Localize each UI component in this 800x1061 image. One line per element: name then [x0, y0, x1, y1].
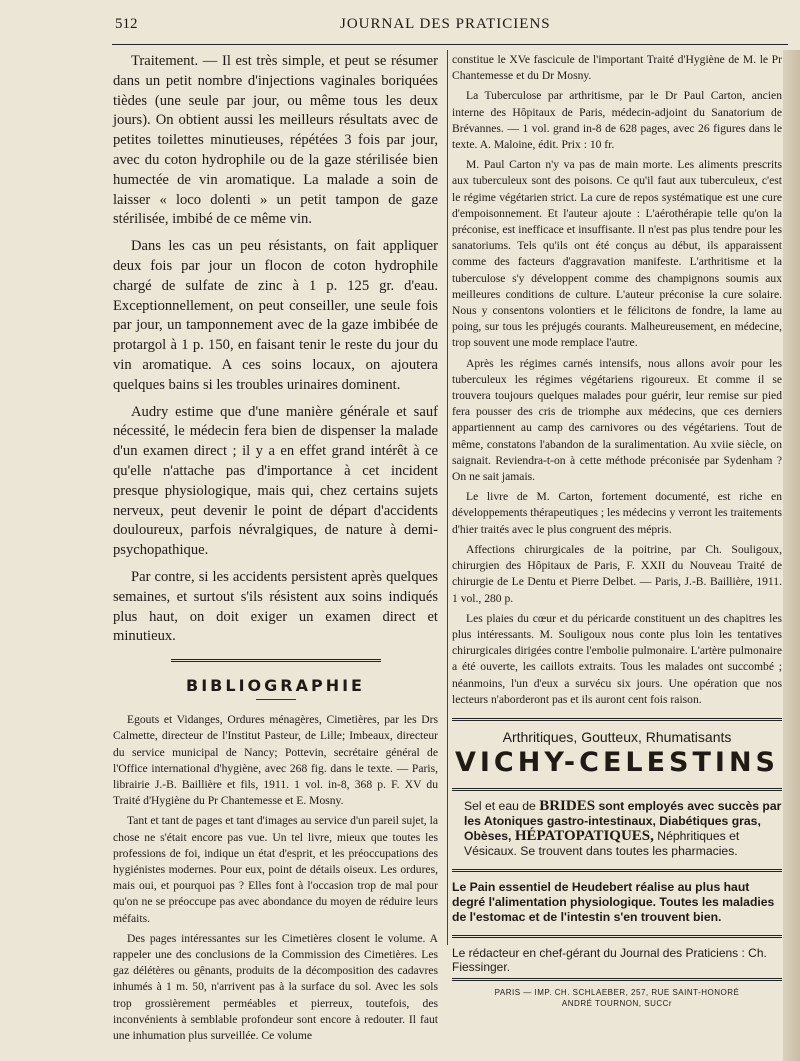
bib-entry-affections: Affections chirurgicales de la poitrine, par Ch. Souligoux, chirurgien des Hôpitaux de Paris, F. XXII du Nouveau Traité de chirurgie de Le Dentu et Pierre Delbet. — Paris, J.-B. Baillière, 1911. 1 vol., 280 p.: [452, 542, 782, 605]
brides-text-1: Sel et eau de: [464, 798, 536, 813]
ad-rule-3: [452, 869, 782, 872]
brides-brand: BRIDES: [539, 797, 596, 814]
brides-text-2: sont employés avec succès par les Atoniques gastro-intestinaux, Diabétiques gras, Obèses,: [464, 798, 782, 843]
bib-review-egouts-end: constitue le XVe fascicule de l'important Traité d'Hygiène de M. le Pr Chantemesse et du Dr Mosny.: [452, 53, 782, 83]
bibliographie-heading: BIBLIOGRAPHIE: [186, 676, 365, 696]
right-column: [452, 52, 782, 1009]
brides-hepato: HÉPATOPATIQUES,: [514, 827, 654, 844]
advertisement-vichy: [452, 729, 782, 778]
bib-review-tuberculose-2: Après les régimes carnés intensifs, nous allons avoir pour les tuberculeux les régimes végétariens rigoureux. Et comme il se trouvera toujours quelques malades pour guérir, leur remise sur pied fera pousser des cris de triomphe aux médecins, que ces derniers appartiennent au camp des carnivores ou des végétariens. Tout de même, constatons l'abandon de la suralimentation. Au xviie siècle, on saignait. Reviendra-t-on à cette méthode préconisée par Sydenham ? On ne sait jamais.: [452, 356, 782, 484]
imprint-line-2: ANDRÉ TOURNON, SUCCr: [561, 998, 673, 1008]
advertisement-brides: [452, 799, 782, 859]
paragraph-resistant-cases: Dans les cas un peu résistants, on fait appliquer deux fois par jour un flocon de coton hydrophile chargé de sulfate de zinc à 1 p. 125 gr. d'eau. Exceptionnellement, on peut conseiller, une seule fois par jour, un tamponnement avec de la gaze imbibée de protargol à 1 p. 150, en faisant tenir le reste du jour du vin aromatique. A ces soins locaux, on ajoutera quelques bains si les troubles urinaires dominent.: [113, 238, 438, 393]
ad-rule-5: [452, 978, 782, 981]
header-rule: [112, 44, 788, 45]
paragraph-traitement: Traitement. — Il est très simple, et peut se résumer dans un petit nombre d'injections vaginales boriquées tièdes (une seule par jour, ou même tous les deux jours). On obtient aussi les meilleurs résultats avec de petites toilettes minutieuses, répétées 3 fois par jour, avec du coton hydrophile ou de la gaze stérilisée bien humectée de vin aromatique. La malade a soin de laisser « loco dolenti » un petit tampon de gaze stérilisée, imbibé de ce même vin.: [113, 53, 438, 228]
running-header: [0, 16, 800, 38]
imprint-line-1: PARIS — IMP. CH. SCHLAEBER, 257, RUE SAINT-HONORÉ: [494, 987, 740, 997]
printer-imprint: [452, 987, 782, 1009]
vichy-brand: VICHY-CELESTINS: [454, 746, 779, 778]
ad-rule-4: [452, 935, 782, 938]
bib-review-affections: Les plaies du cœur et du péricarde constituent un des chapitres les plus intéressants. M. Souligoux nous conte plus loin les tentatives chirurgicales dirigées contre l'embolie pulmonaire. L'artère pulmonaire a été ouverte, les caillots extraits. Tous les malades ont succombé ; néanmoins, l'un d'eux a survécu six jours. Une opération que nos lecteurs n'aborderont pas et ils auront cent fois raison.: [452, 611, 782, 706]
short-divider: [256, 699, 296, 700]
column-divider: [447, 50, 448, 945]
page-number: 512: [115, 16, 138, 32]
bibliography-section: [113, 712, 438, 1044]
page-edge-shadow: [783, 50, 800, 1061]
article-continuation: [113, 52, 438, 647]
bib-review-egouts-2: Des pages intéressantes sur les Cimetières closent le volume. A rappeler une des conclusions de la Commission des Cimetières. Les gaz délétères ou gênants, produits de la décomposition des cadavres inhumés à 1 m. 50, n'arrivent pas à la surface du sol. Avec les sols trop grossièrement perméables et pierreux, toutefois, des inconvénients à semblable profondeur sont encore à redouter. Il faut une inhumation plus surveillée. Ce volume: [113, 931, 438, 1042]
journal-title: JOURNAL DES PRATICIENS: [340, 16, 551, 32]
bib-entry-tuberculose: La Tuberculose par arthritisme, par le Dr Paul Carton, ancien interne des Hôpitaux de Paris, médecin-adjoint du Sanatorium de Brévannes. — 1 vol. grand in-8 de 628 pages, avec 26 figures dans le texte. A. Maloine, édit. Prix : 10 fr.: [452, 89, 782, 152]
paragraph-audry: Audry estime que d'une manière générale et sauf nécessité, le médecin fera bien de dispenser la malade d'un examen direct ; il y a en effet grand intérêt à ce qu'elle n'attache pas d'importance à cet incident presque physiologique, mais qui, chez certains sujets nerveux, peut devenir le point de départ d'accidents douloureux, parfois névralgiques, de nature à demi-psychopathique.: [113, 403, 438, 559]
ad-top-rule: [452, 718, 782, 721]
vichy-tagline: Arthritiques, Goutteux, Rhumatisants: [502, 728, 732, 745]
ad-rule-2: [452, 788, 782, 791]
section-ornament: [171, 659, 381, 664]
bibliography-continued: [452, 52, 782, 708]
bib-review-tuberculose-3: Le livre de M. Carton, fortement documenté, est riche en développements thérapeutiques ; les médecins y verront les traitements d'hier traités avec le plus congruent des mépris.: [452, 490, 782, 536]
editor-credit: Le rédacteur en chef-gérant du Journal des Praticiens : Ch. Fiessinger.: [452, 945, 767, 974]
paragraph-par-contre: Par contre, si les accidents persistent après quelques semaines, et surtout s'ils résistent aux soins indiqués plus haut, on doit exiger un examen direct et minutieux.: [113, 568, 438, 645]
left-column: [113, 52, 438, 1048]
brides-text-3: Néphritiques et Vésicaux. Se trouvent dans toutes les pharmacies.: [464, 828, 740, 858]
bib-review-tuberculose-1: M. Paul Carton n'y va pas de main morte. Les aliments prescrits aux tuberculeux sont des poisons. Ce qu'il faut aux tuberculeux, c'est le régime végétarien strict. La cure de repos systématique est une cure d'empoisonnement. Et l'auteur ajoute : L'aérothérapie telle qu'on la préconise, est inefficace et insuffisante. Il n'est pas plus tendre pour les sanatoriums. Tels qu'ils ont été conçus au début, ils apparaissent comme des facteurs d'aggravation manifeste. L'arthritisme et la tuberculose s'y développent comme des champignons soumis aux meilleures conditions de culture. L'auteur préconise la cure solaire. Nous y consentons volontiers et le félicitons de fondre, la lame au poing, sur tous les préjugés courants. Malheureusement, en médecine, trop souvent une mode remplace l'autre.: [452, 158, 782, 350]
advertisement-heudebert: Le Pain essentiel de Heudebert réalise au plus haut degré l'alimentation physiologique. Toutes les maladies de l'estomac et de l'intestin s'en trouvent bien.: [452, 879, 775, 924]
bib-review-egouts-1: Tant et tant de pages et tant d'images au service d'un pareil sujet, la chose ne s'était encore pas vue. Un tel livre, mieux que toutes les professions de foi, indique un état d'esprit, et les préoccupations des hygiénistes modernes. Pour eux, point de détails oiseux. Les ordures, mais oui, et pourquoi pas ? Elles font à l'occasion trop de mal pour qu'on ne se préoccupe pas avec abondance du moyen de réduire leurs méfaits.: [113, 814, 438, 925]
bib-entry-egouts: Egouts et Vidanges, Ordures ménagères, Cimetières, par les Drs Calmette, directeur de l'Institut Pasteur, de Lille; Imbeaux, directeur du service municipal de Nancy; Pottevin, secrétaire général de l'Office international d'hygiène, avec 268 fig. dans le texte. — Paris, librairie J.-B. Baillière et fils, 1911. 1 vol. in-8, 368 p. F. XV du Traité d'Hygiène du Pr Chantemesse et E. Mosny.: [113, 713, 438, 808]
